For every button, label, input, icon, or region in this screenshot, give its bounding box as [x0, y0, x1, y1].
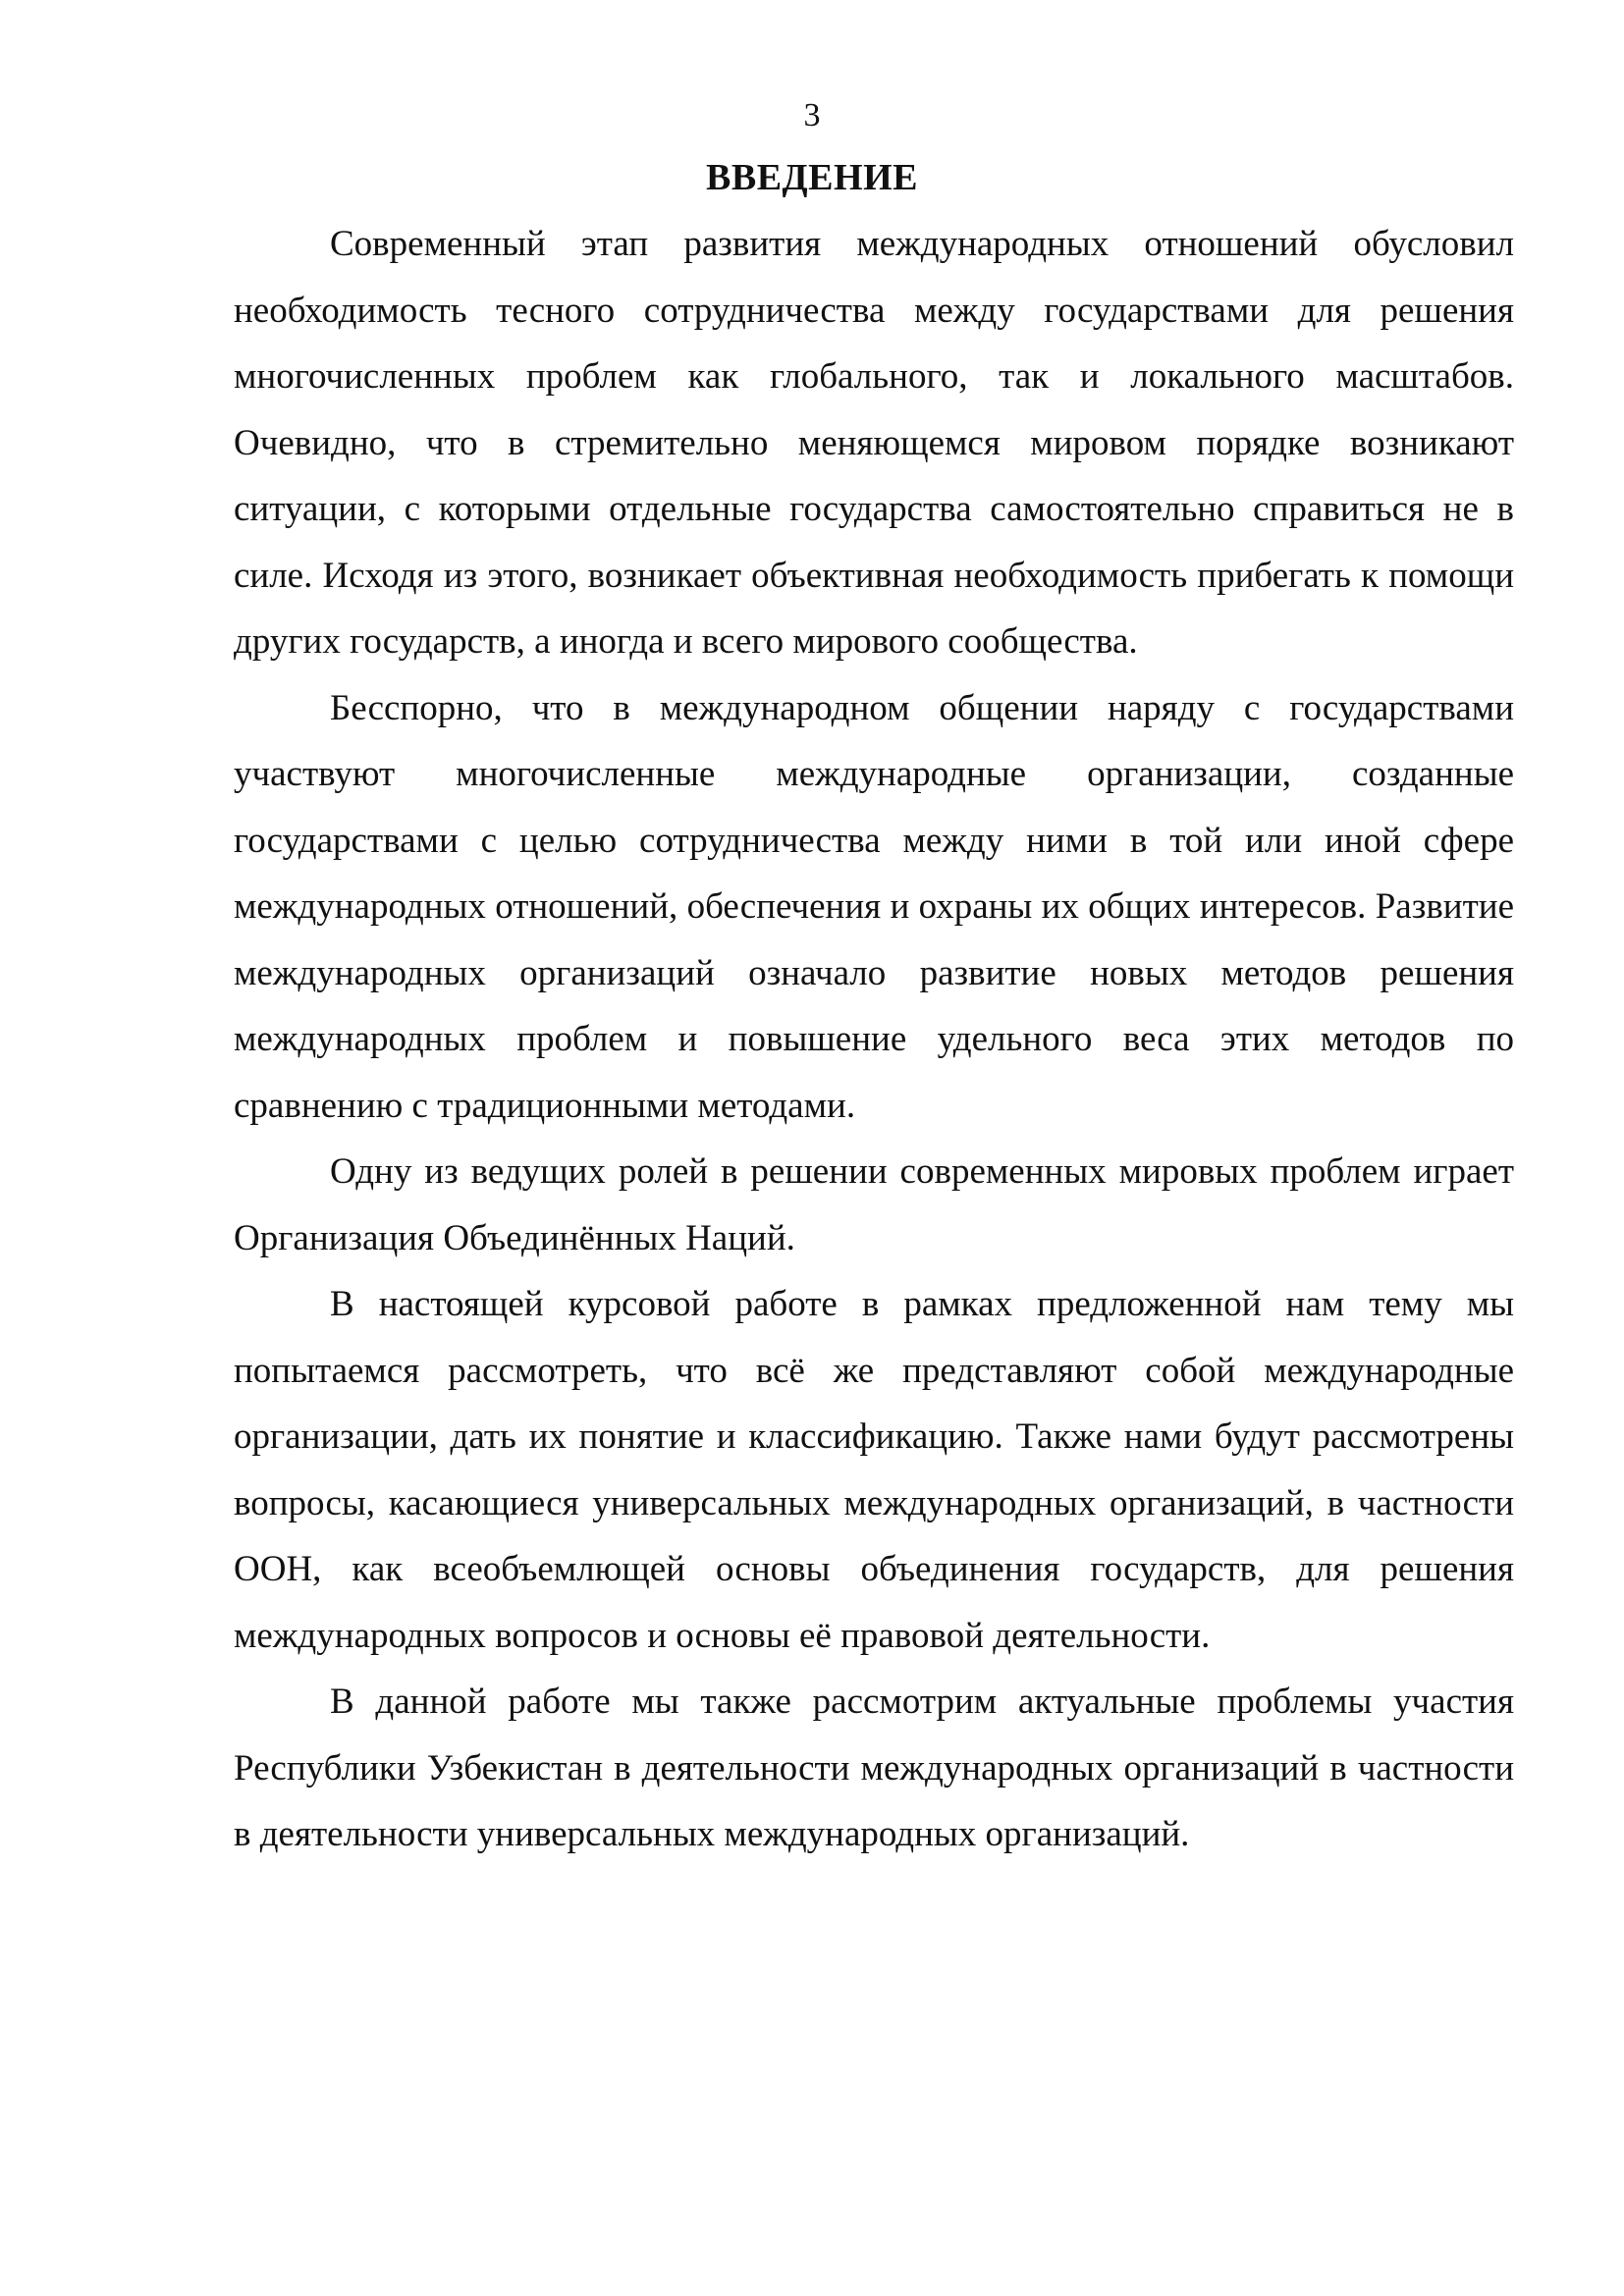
paragraph-1: Современный этап развития международных отношений обусловил необходимость тесного сотрудничества между государствами для решения многочисленных проблем как глобального, так и локального масштабов. Очевидно, что в стремительно меняющемся мировом порядке возникают ситуации, с которыми отдельные государства самостоятельно справиться не в силе. Исходя из этого, возникает объективная необходимость прибегать к помощи других государств, а иногда и всего мирового сообщества.: [234, 224, 1514, 662]
paragraph-2: Бесспорно, что в международном общении наряду с государствами участвуют многочисленные международные организации, созданные государствами с целью сотрудничества между ними в той или иной сфере международных отношений, обеспечения и охраны их общих интересов. Развитие международных организаций означало развитие новых методов решения международных проблем и повышение удельного веса этих методов по сравнению с традиционными методами.: [234, 687, 1514, 1126]
section-heading: ВВЕДЕНИЕ: [706, 157, 918, 198]
paragraph-3: Одну из ведущих ролей в решении современных мировых проблем играет Организация Объединённых Наций.: [234, 1151, 1514, 1258]
paragraph-5: В данной работе мы также рассмотрим актуальные проблемы участия Республики Узбекистан в деятельности международных организаций в частности в деятельности универсальных международных организаций.: [234, 1682, 1514, 1854]
page-number: 3: [803, 97, 821, 133]
body-text: [234, 211, 1514, 1868]
paragraph-4: В настоящей курсовой работе в рамках предложенной нам тему мы попытаемся рассмотреть, что всё же представляют собой международные организации, дать их понятие и классификацию. Также нами будут рассмотрены вопросы, касающиеся универсальных международных организаций, в частности ООН, как всеобъемлющей основы объединения государств, для решения международных вопросов и основы её правовой деятельности.: [234, 1284, 1514, 1656]
